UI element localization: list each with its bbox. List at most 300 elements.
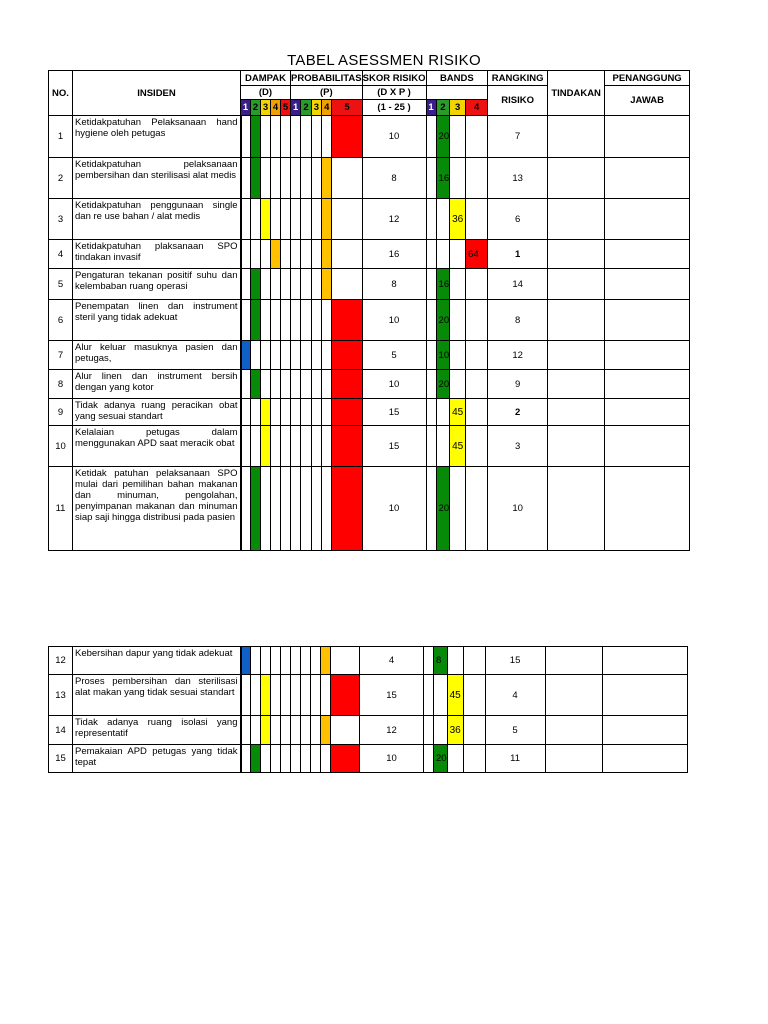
dampak-marker bbox=[261, 675, 271, 716]
dampak-cell bbox=[261, 370, 271, 399]
dampak-marker bbox=[261, 426, 271, 467]
dampak-cell bbox=[281, 399, 291, 426]
probabilitas-cell bbox=[291, 399, 301, 426]
dampak-cell bbox=[281, 240, 291, 269]
probabilitas-marker bbox=[332, 426, 362, 467]
table-row bbox=[49, 341, 690, 370]
row-number: 3 bbox=[49, 199, 73, 240]
probabilitas-cell bbox=[301, 240, 311, 269]
incident-description: Alur linen dan instrument bersih dengan yang kotor bbox=[73, 370, 241, 399]
tindakan-cell bbox=[548, 399, 605, 426]
band-cell bbox=[466, 399, 488, 426]
probabilitas-cell bbox=[291, 716, 301, 745]
dampak-marker bbox=[261, 716, 271, 745]
probabilitas-marker bbox=[332, 399, 362, 426]
probabilitas-cell bbox=[311, 199, 321, 240]
band-marker: 20 bbox=[436, 467, 450, 551]
band-marker: 8 bbox=[434, 647, 448, 675]
band-scale-3: 3 bbox=[450, 100, 466, 116]
dampak-marker bbox=[251, 467, 261, 551]
row-number: 8 bbox=[49, 370, 73, 399]
penanggung-jawab-cell bbox=[605, 370, 690, 399]
band-cell bbox=[463, 675, 485, 716]
probabilitas-scale-2: 2 bbox=[301, 100, 311, 116]
dampak-cell bbox=[281, 269, 291, 300]
penanggung-jawab-cell bbox=[605, 341, 690, 370]
tindakan-cell bbox=[548, 467, 605, 551]
band-cell bbox=[447, 745, 463, 773]
dampak-cell bbox=[271, 116, 281, 158]
header-skor-range: (1 - 25 ) bbox=[362, 100, 426, 116]
probabilitas-cell bbox=[291, 341, 301, 370]
band-cell bbox=[450, 467, 466, 551]
probabilitas-cell bbox=[311, 745, 321, 773]
table-row bbox=[49, 675, 688, 716]
table-row bbox=[49, 716, 688, 745]
probabilitas-cell bbox=[332, 158, 362, 199]
header-probabilitas-sub: (P) bbox=[291, 86, 363, 100]
dampak-cell bbox=[271, 199, 281, 240]
risk-rank: 15 bbox=[485, 647, 545, 675]
probabilitas-cell bbox=[322, 467, 332, 551]
table-row bbox=[49, 370, 690, 399]
dampak-cell bbox=[251, 199, 261, 240]
risk-score: 12 bbox=[362, 199, 426, 240]
risk-score: 4 bbox=[360, 647, 424, 675]
dampak-cell bbox=[251, 647, 261, 675]
band-marker: 16 bbox=[436, 269, 450, 300]
tindakan-cell bbox=[548, 300, 605, 341]
probabilitas-scale-5: 5 bbox=[332, 100, 362, 116]
risk-score: 12 bbox=[360, 716, 424, 745]
table-row bbox=[49, 158, 690, 199]
band-cell bbox=[436, 426, 450, 467]
probabilitas-scale-3: 3 bbox=[311, 100, 321, 116]
band-cell bbox=[424, 716, 434, 745]
dampak-cell bbox=[271, 647, 281, 675]
probabilitas-cell bbox=[301, 467, 311, 551]
dampak-cell bbox=[251, 341, 261, 370]
risk-score: 15 bbox=[362, 399, 426, 426]
table-row bbox=[49, 647, 688, 675]
band-cell bbox=[426, 467, 436, 551]
penanggung-jawab-cell bbox=[602, 716, 687, 745]
band-scale-2: 2 bbox=[436, 100, 450, 116]
penanggung-jawab-cell bbox=[605, 269, 690, 300]
probabilitas-cell bbox=[291, 158, 301, 199]
dampak-cell bbox=[261, 116, 271, 158]
dampak-scale-3: 3 bbox=[261, 100, 271, 116]
probabilitas-marker bbox=[321, 716, 331, 745]
band-cell bbox=[426, 300, 436, 341]
incident-description: Ketidak patuhan pelaksanaan SPO mulai dari pemilihan bahan makanan dan minuman, pengolahan, penyimpanan makanan dan minuman siap saji hingga distribusi pada pasien bbox=[73, 467, 241, 551]
probabilitas-cell bbox=[301, 300, 311, 341]
row-number: 4 bbox=[49, 240, 73, 269]
dampak-marker bbox=[251, 300, 261, 341]
header-skor: SKOR RISIKO bbox=[362, 72, 426, 84]
probabilitas-marker bbox=[322, 240, 332, 269]
probabilitas-cell bbox=[322, 399, 332, 426]
probabilitas-cell bbox=[322, 116, 332, 158]
dampak-cell bbox=[271, 675, 281, 716]
incident-description: Ketidakpatuhan plaksanaan SPO tindakan invasif bbox=[73, 240, 241, 269]
row-number: 2 bbox=[49, 158, 73, 199]
dampak-cell bbox=[241, 370, 251, 399]
band-marker: 45 bbox=[447, 675, 463, 716]
dampak-marker bbox=[261, 199, 271, 240]
risk-score: 10 bbox=[362, 370, 426, 399]
risk-rank: 7 bbox=[488, 116, 548, 158]
probabilitas-cell bbox=[311, 158, 321, 199]
probabilitas-marker bbox=[332, 341, 362, 370]
band-cell bbox=[426, 399, 436, 426]
dampak-cell bbox=[281, 116, 291, 158]
probabilitas-cell bbox=[301, 399, 311, 426]
band-cell bbox=[450, 116, 466, 158]
table-row bbox=[49, 269, 690, 300]
band-cell bbox=[426, 370, 436, 399]
band-cell bbox=[434, 716, 448, 745]
risk-score: 16 bbox=[362, 240, 426, 269]
risk-rank: 4 bbox=[485, 675, 545, 716]
header-dampak: DAMPAK bbox=[241, 71, 291, 86]
probabilitas-cell bbox=[301, 745, 311, 773]
tindakan-cell bbox=[548, 199, 605, 240]
penanggung-jawab-cell bbox=[605, 199, 690, 240]
row-number: 5 bbox=[49, 269, 73, 300]
band-cell bbox=[426, 240, 436, 269]
risk-score: 5 bbox=[362, 341, 426, 370]
risk-assessment-table-continued bbox=[48, 646, 688, 773]
dampak-cell bbox=[261, 158, 271, 199]
probabilitas-cell bbox=[311, 300, 321, 341]
dampak-cell bbox=[271, 341, 281, 370]
band-marker: 36 bbox=[450, 199, 466, 240]
penanggung-jawab-cell bbox=[605, 426, 690, 467]
tindakan-cell bbox=[548, 158, 605, 199]
dampak-cell bbox=[281, 370, 291, 399]
tindakan-cell bbox=[548, 269, 605, 300]
risk-rank: 2 bbox=[488, 399, 548, 426]
band-marker: 16 bbox=[436, 158, 450, 199]
header-bands: BANDS bbox=[426, 71, 488, 86]
dampak-cell bbox=[241, 269, 251, 300]
band-cell bbox=[426, 426, 436, 467]
risk-score: 10 bbox=[362, 467, 426, 551]
row-number: 13 bbox=[49, 675, 73, 716]
probabilitas-cell bbox=[291, 300, 301, 341]
incident-description: Proses pembersihan dan sterilisasi alat makan yang tidak sesuai standart bbox=[73, 675, 241, 716]
probabilitas-cell bbox=[322, 426, 332, 467]
risk-rank: 10 bbox=[488, 467, 548, 551]
dampak-cell bbox=[241, 745, 251, 773]
incident-description: Ketidakpatuhan Pelaksanaan hand hygiene oleh petugas bbox=[73, 116, 241, 158]
band-marker: 20 bbox=[436, 300, 450, 341]
probabilitas-cell bbox=[291, 269, 301, 300]
dampak-cell bbox=[241, 240, 251, 269]
band-cell bbox=[434, 675, 448, 716]
risk-rank: 3 bbox=[488, 426, 548, 467]
band-cell bbox=[450, 240, 466, 269]
dampak-cell bbox=[251, 240, 261, 269]
probabilitas-cell bbox=[311, 341, 321, 370]
dampak-cell bbox=[281, 467, 291, 551]
dampak-scale-4: 4 bbox=[271, 100, 281, 116]
dampak-cell bbox=[271, 300, 281, 341]
dampak-cell bbox=[281, 199, 291, 240]
dampak-marker bbox=[251, 269, 261, 300]
probabilitas-cell bbox=[301, 269, 311, 300]
band-cell bbox=[466, 158, 488, 199]
dampak-cell bbox=[261, 647, 271, 675]
risk-rank: 1 bbox=[488, 240, 548, 269]
row-number: 14 bbox=[49, 716, 73, 745]
band-cell bbox=[466, 467, 488, 551]
probabilitas-cell bbox=[332, 269, 362, 300]
dampak-cell bbox=[281, 716, 291, 745]
dampak-marker bbox=[251, 158, 261, 199]
probabilitas-cell bbox=[322, 370, 332, 399]
probabilitas-marker bbox=[332, 116, 362, 158]
band-marker: 36 bbox=[447, 716, 463, 745]
band-cell bbox=[466, 269, 488, 300]
header-penanggung: PENANGGUNG bbox=[605, 71, 690, 86]
probabilitas-cell bbox=[291, 240, 301, 269]
risk-score: 10 bbox=[362, 300, 426, 341]
band-cell bbox=[466, 116, 488, 158]
probabilitas-cell bbox=[332, 199, 362, 240]
penanggung-jawab-cell bbox=[605, 240, 690, 269]
probabilitas-cell bbox=[322, 300, 332, 341]
band-cell bbox=[424, 745, 434, 773]
probabilitas-cell bbox=[291, 116, 301, 158]
dampak-cell bbox=[271, 426, 281, 467]
table-row bbox=[49, 300, 690, 341]
band-cell bbox=[450, 158, 466, 199]
probabilitas-cell bbox=[311, 370, 321, 399]
dampak-cell bbox=[281, 158, 291, 199]
risk-rank: 6 bbox=[488, 199, 548, 240]
band-cell bbox=[426, 116, 436, 158]
dampak-cell bbox=[281, 341, 291, 370]
band-cell bbox=[426, 199, 436, 240]
tindakan-cell bbox=[548, 426, 605, 467]
band-cell bbox=[466, 426, 488, 467]
band-cell bbox=[466, 341, 488, 370]
penanggung-jawab-cell bbox=[605, 467, 690, 551]
header-tindakan: TINDAKAN bbox=[548, 71, 605, 116]
header-skor-sub: (D X P ) bbox=[362, 86, 426, 100]
band-cell bbox=[447, 647, 463, 675]
band-cell bbox=[466, 300, 488, 341]
penanggung-jawab-cell bbox=[605, 158, 690, 199]
risk-rank: 14 bbox=[488, 269, 548, 300]
probabilitas-cell bbox=[311, 240, 321, 269]
probabilitas-scale-1: 1 bbox=[291, 100, 301, 116]
dampak-cell bbox=[281, 745, 291, 773]
probabilitas-marker bbox=[322, 199, 332, 240]
probabilitas-cell bbox=[311, 116, 321, 158]
probabilitas-cell bbox=[311, 269, 321, 300]
band-cell bbox=[463, 647, 485, 675]
dampak-cell bbox=[241, 467, 251, 551]
incident-description: Kelalaian petugas dalam menggunakan APD saat meracik obat bbox=[73, 426, 241, 467]
row-number: 9 bbox=[49, 399, 73, 426]
dampak-cell bbox=[241, 116, 251, 158]
tindakan-cell bbox=[548, 116, 605, 158]
probabilitas-marker bbox=[332, 300, 362, 341]
band-scale-4: 4 bbox=[466, 100, 488, 116]
band-cell bbox=[426, 158, 436, 199]
dampak-cell bbox=[241, 716, 251, 745]
dampak-cell bbox=[241, 675, 251, 716]
probabilitas-marker bbox=[322, 158, 332, 199]
probabilitas-marker bbox=[321, 647, 331, 675]
dampak-cell bbox=[241, 300, 251, 341]
row-number: 6 bbox=[49, 300, 73, 341]
dampak-cell bbox=[261, 467, 271, 551]
table-row bbox=[49, 240, 690, 269]
header-dampak-sub: (D) bbox=[241, 86, 291, 100]
incident-description: Penempatan linen dan instrument steril yang tidak adekuat bbox=[73, 300, 241, 341]
tindakan-cell bbox=[548, 370, 605, 399]
dampak-cell bbox=[251, 675, 261, 716]
header-no: NO. bbox=[49, 71, 73, 116]
incident-description: Alur keluar masuknya pasien dan petugas, bbox=[73, 341, 241, 370]
dampak-scale-1: 1 bbox=[241, 100, 251, 116]
risk-score: 10 bbox=[360, 745, 424, 773]
band-marker: 20 bbox=[436, 370, 450, 399]
band-cell bbox=[436, 199, 450, 240]
band-cell bbox=[463, 745, 485, 773]
risk-rank: 13 bbox=[488, 158, 548, 199]
tindakan-cell bbox=[545, 647, 602, 675]
tindakan-cell bbox=[545, 675, 602, 716]
incident-description: Tidak adanya ruang peracikan obat yang sesuai standart bbox=[73, 399, 241, 426]
probabilitas-cell bbox=[301, 675, 311, 716]
band-marker: 10 bbox=[436, 341, 450, 370]
dampak-cell bbox=[241, 426, 251, 467]
header-risiko: RISIKO bbox=[488, 86, 548, 116]
penanggung-jawab-cell bbox=[605, 399, 690, 426]
probabilitas-marker bbox=[332, 370, 362, 399]
probabilitas-marker bbox=[322, 269, 332, 300]
risk-rank: 11 bbox=[485, 745, 545, 773]
probabilitas-cell bbox=[321, 675, 331, 716]
band-cell bbox=[463, 716, 485, 745]
band-cell bbox=[426, 269, 436, 300]
table-row bbox=[49, 399, 690, 426]
probabilitas-cell bbox=[331, 716, 360, 745]
risk-rank: 9 bbox=[488, 370, 548, 399]
tindakan-cell bbox=[545, 745, 602, 773]
dampak-cell bbox=[271, 467, 281, 551]
penanggung-jawab-cell bbox=[602, 647, 687, 675]
dampak-cell bbox=[271, 399, 281, 426]
header-probabilitas: PROBABILITAS bbox=[291, 72, 362, 84]
probabilitas-cell bbox=[311, 467, 321, 551]
incident-description: Tidak adanya ruang isolasi yang representatif bbox=[73, 716, 241, 745]
dampak-cell bbox=[261, 240, 271, 269]
table-row bbox=[49, 745, 688, 773]
dampak-marker bbox=[241, 341, 251, 370]
table-row bbox=[49, 116, 690, 158]
probabilitas-cell bbox=[332, 240, 362, 269]
dampak-cell bbox=[261, 341, 271, 370]
dampak-marker bbox=[251, 116, 261, 158]
header-rangking: RANGKING bbox=[488, 71, 548, 86]
dampak-cell bbox=[281, 647, 291, 675]
band-marker: 20 bbox=[436, 116, 450, 158]
penanggung-jawab-cell bbox=[602, 745, 687, 773]
probabilitas-cell bbox=[291, 647, 301, 675]
probabilitas-cell bbox=[322, 341, 332, 370]
dampak-cell bbox=[241, 158, 251, 199]
dampak-cell bbox=[281, 675, 291, 716]
band-cell bbox=[450, 300, 466, 341]
band-scale-1: 1 bbox=[426, 100, 436, 116]
probabilitas-cell bbox=[291, 675, 301, 716]
band-cell bbox=[466, 199, 488, 240]
table-row bbox=[49, 199, 690, 240]
risk-rank: 5 bbox=[485, 716, 545, 745]
risk-rank: 8 bbox=[488, 300, 548, 341]
dampak-cell bbox=[271, 269, 281, 300]
row-number: 1 bbox=[49, 116, 73, 158]
risk-score: 10 bbox=[362, 116, 426, 158]
probabilitas-cell bbox=[311, 675, 321, 716]
penanggung-jawab-cell bbox=[602, 675, 687, 716]
probabilitas-cell bbox=[321, 745, 331, 773]
table-row bbox=[49, 426, 690, 467]
row-number: 11 bbox=[49, 467, 73, 551]
band-cell bbox=[436, 399, 450, 426]
band-cell bbox=[424, 675, 434, 716]
dampak-marker bbox=[261, 399, 271, 426]
risk-score: 15 bbox=[360, 675, 424, 716]
row-number: 15 bbox=[49, 745, 73, 773]
dampak-cell bbox=[261, 745, 271, 773]
row-number: 7 bbox=[49, 341, 73, 370]
incident-description: Pengaturan tekanan positif suhu dan kelembaban ruang operasi bbox=[73, 269, 241, 300]
risk-rank: 12 bbox=[488, 341, 548, 370]
penanggung-jawab-cell bbox=[605, 300, 690, 341]
probabilitas-cell bbox=[291, 370, 301, 399]
header-bands-blank bbox=[426, 86, 488, 100]
probabilitas-cell bbox=[301, 158, 311, 199]
band-cell bbox=[436, 240, 450, 269]
band-marker: 45 bbox=[450, 426, 466, 467]
probabilitas-cell bbox=[301, 199, 311, 240]
probabilitas-cell bbox=[301, 370, 311, 399]
band-cell bbox=[450, 370, 466, 399]
row-number: 10 bbox=[49, 426, 73, 467]
dampak-marker bbox=[271, 240, 281, 269]
probabilitas-marker bbox=[331, 745, 360, 773]
dampak-marker bbox=[251, 370, 261, 399]
incident-description: Kebersihan dapur yang tidak adekuat bbox=[73, 647, 241, 675]
probabilitas-cell bbox=[291, 745, 301, 773]
dampak-cell bbox=[271, 745, 281, 773]
row-number: 12 bbox=[49, 647, 73, 675]
probabilitas-cell bbox=[311, 647, 321, 675]
tindakan-cell bbox=[548, 341, 605, 370]
header-insiden: INSIDEN bbox=[73, 71, 241, 116]
probabilitas-marker bbox=[332, 467, 362, 551]
probabilitas-cell bbox=[301, 426, 311, 467]
probabilitas-cell bbox=[301, 116, 311, 158]
dampak-cell bbox=[261, 269, 271, 300]
